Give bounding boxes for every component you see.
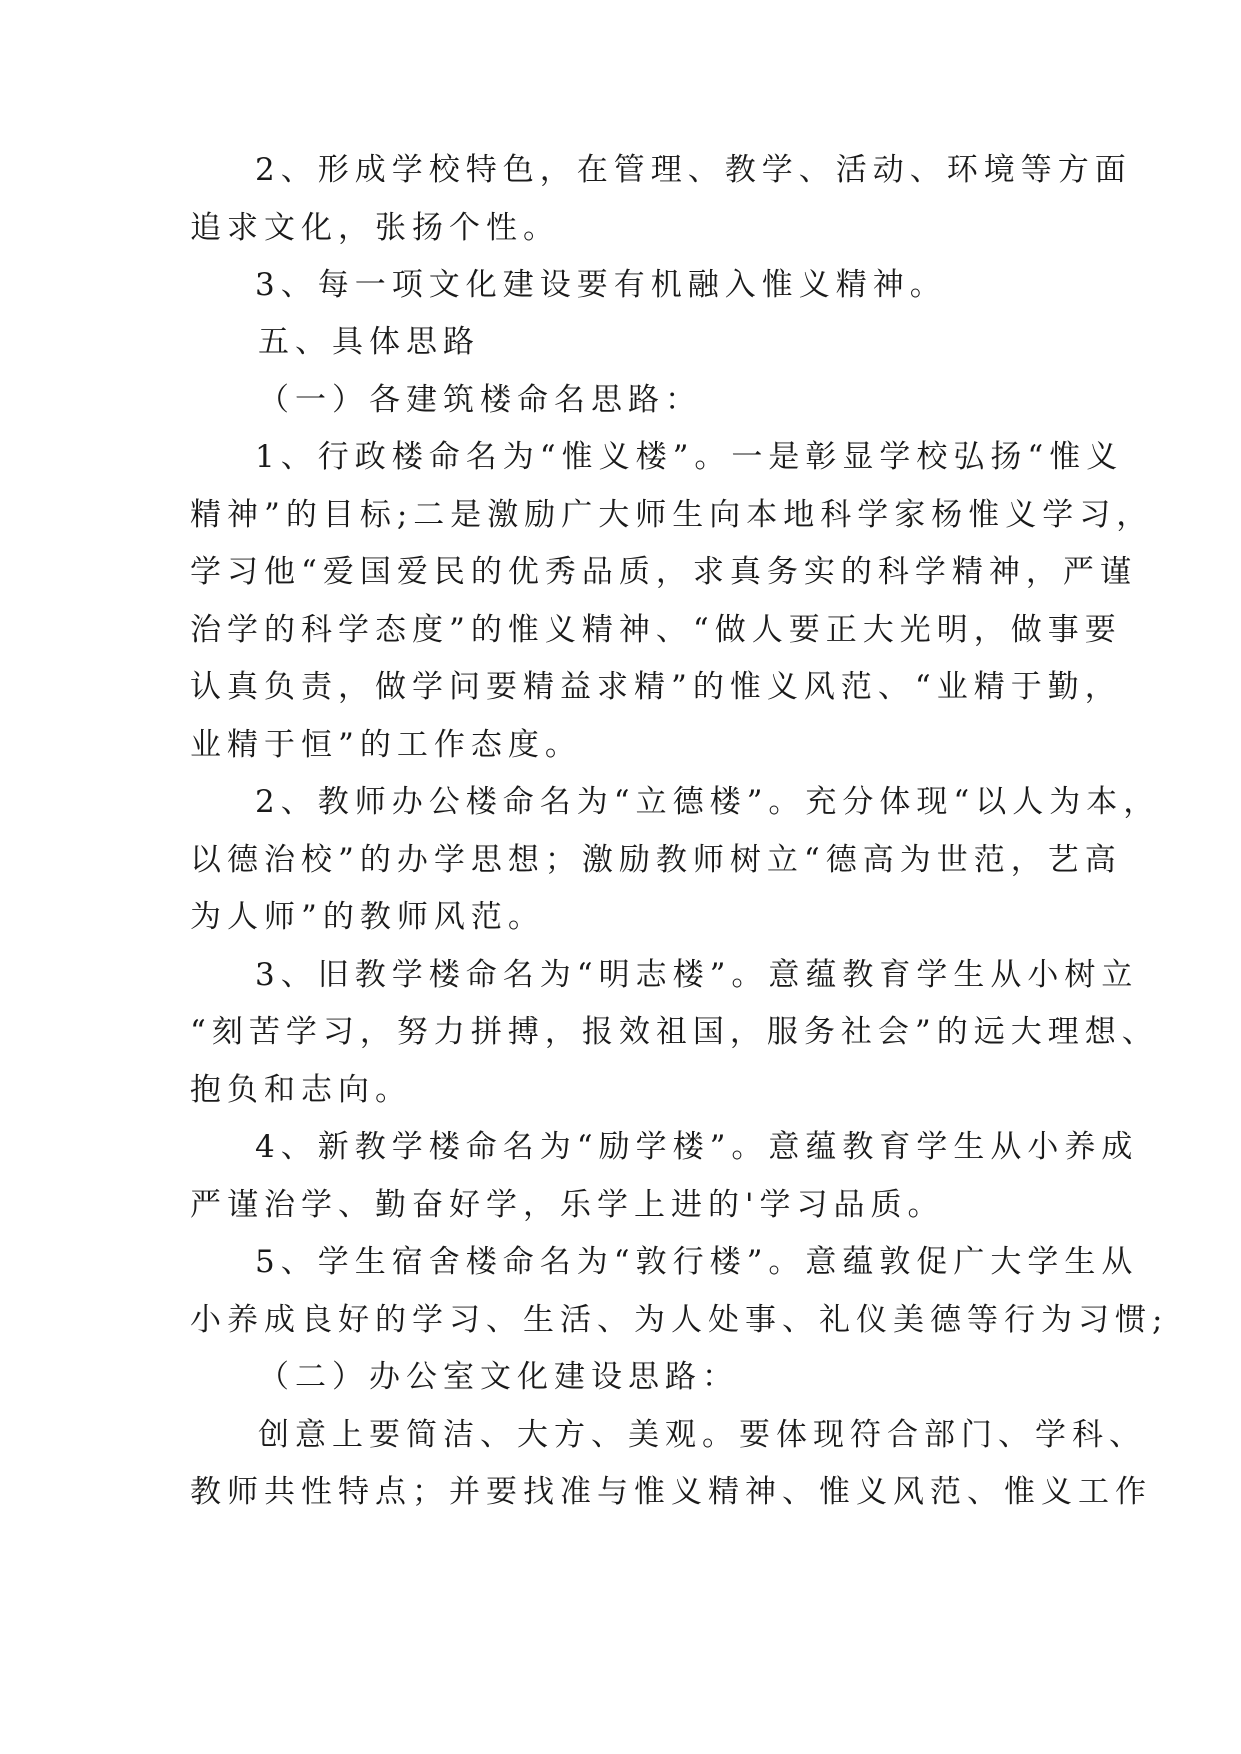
subsection-heading: （二）办公室文化建设思路： (258, 1359, 739, 1395)
paragraph-line: 3、旧教学楼命名为“明志楼”。意蕴教育学生从小树立 (255, 957, 1139, 993)
section-heading: 五、具体思路 (258, 324, 480, 360)
paragraph-line: 以德治校”的办学思想；激励教师树立“德高为世范，艺高 (190, 842, 1122, 878)
paragraph-line: 严谨治学、勤奋好学，乐学上进的'学习品质。 (190, 1187, 945, 1223)
paragraph-line: 为人师”的教师风范。 (190, 899, 545, 935)
paragraph-line: 精神”的目标;二是激励广大师生向本地科学家杨惟义学习， (190, 497, 1154, 533)
paragraph-line: 追求文化，张扬个性。 (190, 210, 560, 246)
paragraph-line: 5、学生宿舍楼命名为“敦行楼”。意蕴敦促广大学生从 (255, 1244, 1139, 1280)
paragraph-line: 2、形成学校特色，在管理、教学、活动、环境等方面 (255, 152, 1132, 188)
paragraph-line: 1、行政楼命名为“惟义楼”。一是彰显学校弘扬“惟义 (255, 439, 1124, 475)
paragraph-line: 4、新教学楼命名为“励学楼”。意蕴教育学生从小养成 (255, 1129, 1139, 1165)
paragraph-line: 抱负和志向。 (190, 1072, 412, 1108)
paragraph-line: 3、每一项文化建设要有机融入惟义精神。 (255, 267, 947, 303)
paragraph-line: 认真负责，做学问要精益求精”的惟义风范、“业精于勤， (190, 669, 1122, 705)
paragraph-line: 2、教师办公楼命名为“立德楼”。充分体现“以人为本， (255, 784, 1161, 820)
subsection-heading: （一）各建筑楼命名思路： (258, 382, 702, 418)
paragraph-line: 创意上要简洁、大方、美观。要体现符合部门、学科、 (258, 1417, 1146, 1453)
paragraph-line: 治学的科学态度”的惟义精神、“做人要正大光明，做事要 (190, 612, 1122, 648)
paragraph-line: “刻苦学习，努力拼搏，报效祖国，服务社会”的远大理想、 (190, 1014, 1159, 1050)
paragraph-line: 小养成良好的学习、生活、为人处事、礼仪美德等行为习惯; (190, 1302, 1169, 1338)
paragraph-line: 业精于恒”的工作态度。 (190, 727, 582, 763)
paragraph-line: 教师共性特点；并要找准与惟义精神、惟义风范、惟义工作 (190, 1474, 1152, 1510)
paragraph-line: 学习他“爱国爱民的优秀品质，求真务实的科学精神，严谨 (190, 554, 1137, 590)
